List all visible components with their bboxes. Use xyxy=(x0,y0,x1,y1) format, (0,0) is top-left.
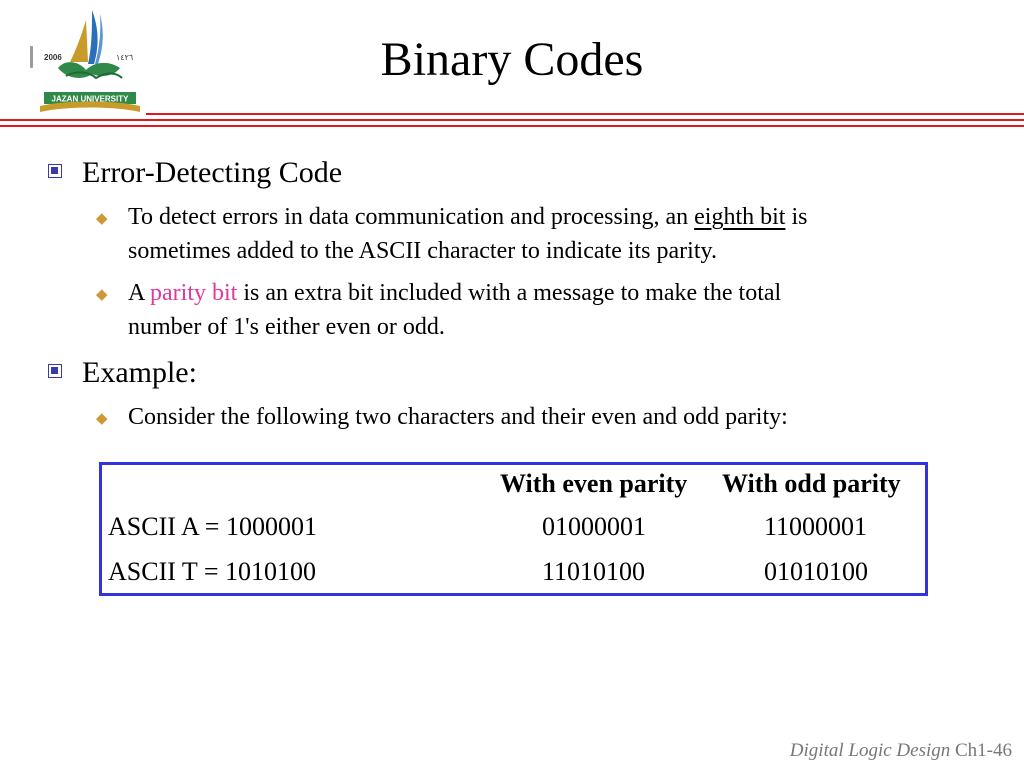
sub-bullet-text-part: To detect errors in data communication and processing, an xyxy=(128,204,695,230)
sub-bullet-text-part: number of 1's either even or odd. xyxy=(128,314,445,340)
sub-bullet-text-part: sometimes added to the ASCII character to indicate its parity. xyxy=(128,238,717,264)
diamond-bullet-icon: ◆ xyxy=(96,285,108,303)
table-cell-even: 01000001 xyxy=(542,512,646,541)
page-number: Ch1-46 xyxy=(955,740,1012,761)
table-cell-odd: 11000001 xyxy=(764,512,868,541)
table-cell-odd: 01010100 xyxy=(764,557,868,586)
sub-bullet-text: Consider the following two characters and their even and odd parity: xyxy=(128,404,788,430)
table-cell-char: ASCII A = 1000001 xyxy=(108,512,317,541)
sub-bullet-text-part: is xyxy=(785,204,808,230)
slide-title: Binary Codes xyxy=(380,33,644,86)
title-rule-top xyxy=(146,113,1024,115)
highlighted-term: parity bit xyxy=(150,280,238,306)
parity-table xyxy=(99,462,928,596)
svg-text:١٤٢٦: ١٤٢٦ xyxy=(116,53,134,62)
square-bullet-icon xyxy=(48,164,62,178)
sub-bullet-text-part: A xyxy=(128,280,151,306)
table-header-even: With even parity xyxy=(500,469,688,498)
table-cell-even: 11010100 xyxy=(542,557,646,586)
table-cell-char: ASCII T = 1010100 xyxy=(108,557,316,586)
svg-text:2006: 2006 xyxy=(44,53,62,62)
bullet-heading: Error-Detecting Code xyxy=(82,156,343,189)
sub-bullet-text xyxy=(128,200,948,268)
slide-footer xyxy=(790,740,1012,762)
table-header-odd: With odd parity xyxy=(722,469,901,498)
diamond-bullet-icon: ◆ xyxy=(96,409,108,427)
title-rule-middle xyxy=(0,119,1024,121)
bullet-heading: Example: xyxy=(82,356,197,389)
course-name: Digital Logic Design xyxy=(789,740,951,761)
title-rule-bottom xyxy=(0,125,1024,127)
svg-text:JAZAN UNIVERSITY: JAZAN UNIVERSITY xyxy=(51,94,129,104)
sub-bullet-text-part: is an extra bit included with a message to make the total xyxy=(237,280,782,306)
diamond-bullet-icon: ◆ xyxy=(96,209,108,227)
sub-bullet-text xyxy=(128,276,948,344)
underlined-term: eighth bit xyxy=(694,204,786,230)
square-bullet-icon xyxy=(48,364,62,378)
